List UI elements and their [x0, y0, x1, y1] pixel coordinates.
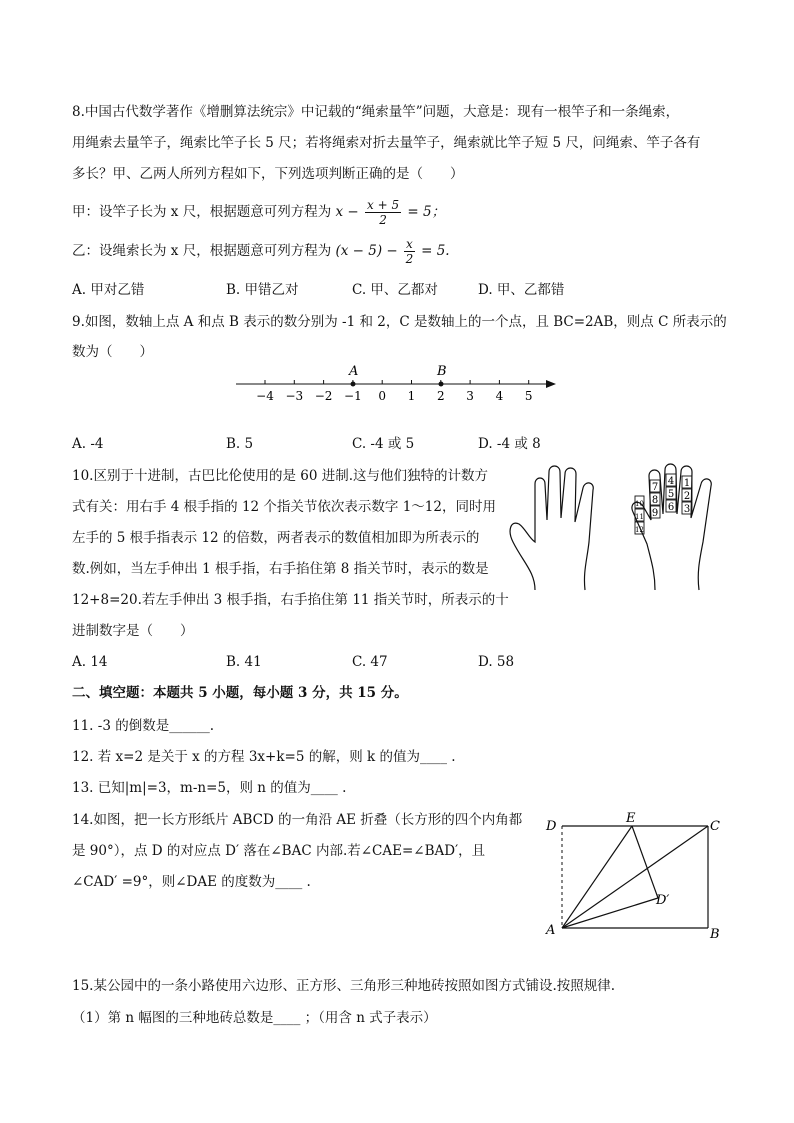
segment-ed-prime	[632, 826, 658, 898]
number-line-arrow-icon	[546, 380, 556, 388]
point-a-label: A	[349, 364, 359, 379]
axis-tick-label: 1	[407, 389, 416, 403]
q10-line-4: 数.例如，当左手伸出 1 根手指，右手掐住第 8 指关节时，表示的数是	[72, 561, 489, 577]
label-e: E	[626, 812, 636, 826]
axis-tick-label: −1	[344, 389, 362, 403]
segment-ae	[562, 826, 632, 928]
axis-tick-label: −2	[314, 389, 333, 403]
section-2-title: 二、填空题：本题共 5 小题，每小题 3 分，共 15 分。	[72, 685, 408, 701]
q15-line-1: 15.某公园中的一条小路使用六边形、正方形、三角形三种地砖按照如图方式铺设.按照规律.	[72, 978, 616, 994]
q14-line-1: 14.如图，把一长方形纸片 ABCD 的一角沿 AE 折叠（长方形的四个内角都	[72, 812, 523, 828]
label-c: C	[710, 819, 720, 834]
q8-yi-statement	[72, 236, 450, 266]
q9-option-c[interactable]: C. -4 或 5	[352, 436, 415, 452]
q8-jia-statement	[72, 197, 445, 227]
finger-joint-number: 12	[635, 526, 644, 534]
finger-joint-number: 3	[683, 504, 691, 515]
axis-tick-label: 0	[378, 389, 387, 403]
label-d-prime: D′	[656, 893, 670, 908]
finger-joint-number: 1	[683, 478, 691, 489]
q8-jia-fraction	[365, 198, 401, 227]
q8-yi-text: 乙：设绳索长为 x 尺，根据题意可列方程为	[72, 243, 332, 259]
segment-ac	[562, 826, 708, 928]
q8-jia-fraction-numerator: x + 5	[367, 198, 400, 212]
q10-line-1: 10.区别于十进制，古巴比伦使用的是 60 进制.这与他们独特的计数方	[72, 468, 489, 484]
number-line-figure	[230, 360, 570, 410]
q8-jia-eq-a: x −	[335, 204, 359, 220]
axis-tick-label: −3	[285, 389, 304, 403]
point-b-label: B	[437, 364, 447, 379]
left-hand-icon	[510, 466, 593, 590]
axis-tick-label: 2	[436, 389, 445, 403]
label-d: D	[546, 819, 557, 834]
q8-option-d[interactable]: D. 甲、乙都错	[478, 282, 565, 298]
finger-joint-number: 6	[667, 502, 675, 513]
q10-option-a[interactable]: A. 14	[72, 654, 108, 670]
q8-line-3: 多长？甲、乙两人所列方程如下，下列选项判断正确的是（ ）	[72, 166, 464, 182]
q15-line-2: （1）第 n 幅图的三种地砖总数是____ ；（用含 n 式子表示）	[72, 1010, 437, 1026]
q9-option-a[interactable]: A. -4	[72, 436, 104, 452]
q8-jia-fraction-denominator: 2	[379, 213, 387, 227]
q9-line-1: 9.如图，数轴上点 A 和点 B 表示的数分别为 -1 和 2，C 是数轴上的一个点，且 BC=2AB，则点 C 所表示的	[72, 314, 727, 330]
q8-jia-eq-b: = 5；	[407, 204, 446, 220]
q8-yi-eq-b: = 5.	[421, 243, 450, 259]
q8-yi-fraction-numerator: x	[406, 237, 413, 251]
q8-option-a[interactable]: A. 甲对乙错	[72, 282, 145, 298]
label-a: A	[546, 923, 556, 938]
axis-tick-label: 3	[466, 389, 474, 403]
q9-option-b[interactable]: B. 5	[226, 436, 254, 452]
q8-yi-fraction-denominator: 2	[405, 252, 414, 266]
finger-joint-number: 10	[635, 500, 644, 508]
q8-yi-fraction	[404, 237, 415, 266]
finger-joint-number: 5	[667, 489, 675, 500]
finger-joint-number: 9	[651, 508, 659, 519]
axis-tick-label: 4	[495, 389, 504, 403]
q9-option-d[interactable]: D. -4 或 8	[478, 436, 541, 452]
q10-line-6: 进制数字是（ ）	[72, 623, 194, 639]
q12: 12. 若 x=2 是关于 x 的方程 3x+k=5 的解，则 k 的值为____ .	[72, 749, 456, 765]
finger-joint-number: 2	[683, 491, 691, 502]
q11: 11. -3 的倒数是______.	[72, 718, 214, 734]
q8-line-2: 用绳索去量竿子，绳索比竿子长 5 尺；若将绳索对折去量竿子，绳索就比竿子短 5 尺，问绳索、竿子各有	[72, 135, 701, 151]
q9-line-2: 数为（ ）	[72, 344, 153, 360]
finger-joint-number: 11	[635, 513, 644, 521]
q8-option-b[interactable]: B. 甲错乙对	[226, 282, 299, 298]
q10-option-d[interactable]: D. 58	[478, 654, 515, 670]
rectangle-fold-figure	[540, 812, 730, 942]
q8-line-1: 8.中国古代数学著作《增删算法统宗》中记载的“绳索量竿”问题，大意是：现有一根竿子和一条绳索，	[72, 104, 680, 120]
segment-ad-prime	[562, 898, 658, 928]
axis-tick-label: 5	[524, 389, 533, 403]
q14-line-2: 是 90°），点 D 的对应点 D′ 落在∠BAC 内部.若∠CAE=∠BAD′，且	[72, 843, 486, 859]
q8-yi-eq-a: (x − 5) −	[335, 243, 398, 259]
q14-line-3: ∠CAD′ =9°，则∠DAE 的度数为____ .	[72, 874, 311, 890]
q13: 13. 已知|m|=3，m-n=5，则 n 的值为____ .	[72, 780, 347, 796]
axis-tick-label: −4	[256, 389, 274, 403]
q8-jia-text: 甲：设竿子长为 x 尺，根据题意可列方程为	[72, 204, 332, 220]
point-a-dot	[351, 382, 356, 387]
q10-line-2: 式有关：用右手 4 根手指的 12 个指关节依次表示数字 1～12，同时用	[72, 499, 496, 515]
q10-option-c[interactable]: C. 47	[352, 654, 388, 670]
finger-joint-number: 8	[651, 495, 659, 506]
point-b-dot	[439, 382, 444, 387]
finger-joint-number: 4	[667, 476, 675, 487]
hands-figure	[505, 462, 725, 592]
q10-line-3: 左手的 5 根手指表示 12 的倍数，两者表示的数值相加即为所表示的	[72, 530, 480, 546]
finger-joint-number: 7	[651, 482, 659, 493]
q10-option-b[interactable]: B. 41	[226, 654, 262, 670]
q10-line-5: 12+8=20.若左手伸出 3 根手指，右手掐住第 11 指关节时，所表示的十	[72, 592, 509, 608]
q8-option-c[interactable]: C. 甲、乙都对	[352, 282, 438, 298]
label-b: B	[710, 927, 720, 942]
